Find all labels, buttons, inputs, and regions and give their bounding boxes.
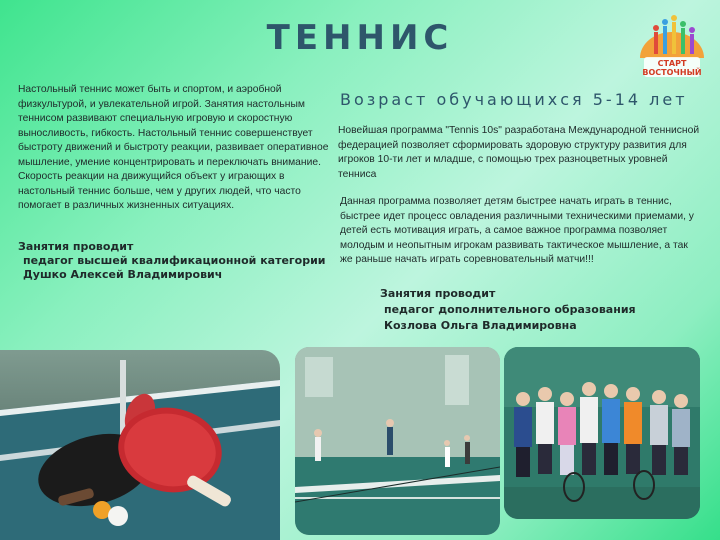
instructor-name: Душко Алексей Владимирович	[23, 268, 223, 281]
logo-text-line2: ВОСТОЧНЫЙ	[642, 68, 702, 77]
instructor-name: Козлова Ольга Владимировна	[384, 319, 577, 332]
club-logo	[632, 14, 712, 80]
instructor-position: педагог высшей квалификационной категории	[23, 254, 326, 267]
logo-text-line1: СТАРТ	[657, 59, 687, 68]
tennis-court-photo	[295, 347, 500, 535]
instructor-intro: Занятия проводит	[18, 240, 134, 253]
table-tennis-description: Настольный теннис может быть и спортом, и аэробной физкультурой, и увлекательной игрой. Занятия настольным теннисом развивают специальную игровую и скоростную выносливость, гибкость. Настольный теннис совершенствует быстроту движений и быстроту реакции, развивает оперативное мышление, умение концентрировать и переключать внимание. Скорость реакции на движущийся объект у играющих в настольный теннис больше, чем у других людей, что часто помогает в различных жизненных ситуациях.	[18, 84, 329, 211]
group-of-children-photo	[504, 347, 700, 519]
age-heading: Возраст обучающихся 5-14 лет	[340, 90, 688, 109]
instructor-position: педагог дополнительного образования	[384, 303, 636, 316]
tennis-10s-description: Новейшая программа "Tennis 10s" разработана Международной теннисной федерацией позволяет сформировать здоровую структуру развития для игроков 10-ти лет и младше, с помощью трех разноцветных уровней тенниса	[338, 125, 700, 180]
tennis-instructor	[380, 286, 700, 334]
table-tennis-photo	[0, 350, 280, 540]
slide-title: ТЕННИС	[266, 18, 454, 58]
instructor-intro: Занятия проводит	[380, 287, 496, 300]
program-benefits: Данная программа позволяет детям быстрее начать играть в теннис, быстрее идет процесс овладения различными техническими приемами, у детей есть мотивация играть, а самое важное программа позволяет молодым и неопытным игрокам развивать тактическое мышление, а так же раньше начать играть соревновательный матчи!!!	[340, 196, 694, 265]
table-tennis-instructor	[18, 240, 330, 282]
